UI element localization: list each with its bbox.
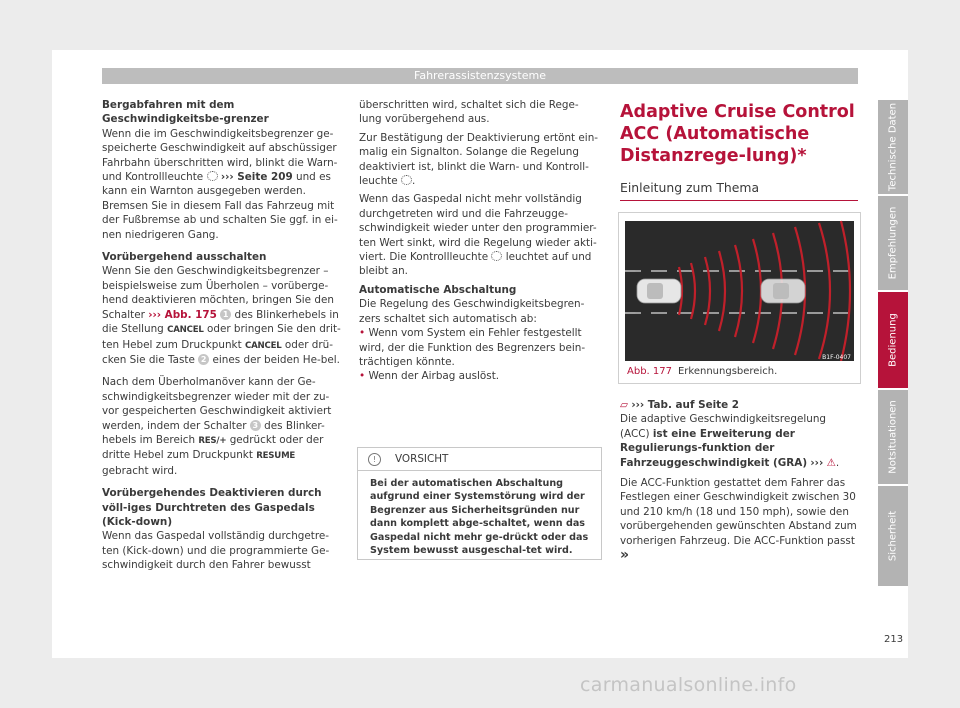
section-header: Fahrerassistenzsysteme <box>102 68 858 84</box>
text: Die ACC-Funktion gestattet dem Fahrer das Festlegen einer Geschwindigkeit zwischen 30 und 210 km/h (18 und 150 mph), sowie den vorübergehenden gewünschten Abstand zum vorherigen Fahrzeug. Die ACC-Funktion passt <box>620 477 857 547</box>
text: Wenn die im Geschwindigkeitsbegrenzer ge-speicherte Geschwindigkeit auf abschüssiger Fahrbahn überschritten wird, blinkt die Warn-und Kontrollleuchte <box>102 127 338 184</box>
page-number: 213 <box>884 634 904 645</box>
text: gebracht wird. <box>102 464 178 477</box>
tab-label: Technische Daten <box>887 102 899 192</box>
text: oder drü-cken Sie die Taste <box>102 338 334 366</box>
tab-reference <box>620 398 858 412</box>
callout-1-icon: 1 <box>220 309 231 320</box>
text: Wenn das Gaspedal nicht mehr vollständig durchgetreten wird und die Fahrzeugge-schwindigkeit wieder unter den programmier-ten Wert sinkt, wird die Regelung wieder akti-viert. Die Kontrollleuchte <box>359 193 597 264</box>
column-2 <box>359 98 601 384</box>
tab-empfehlungen[interactable] <box>878 196 908 290</box>
text: Zur Bestätigung der Deaktivierung ertönt ein-malig ein Signalton. Solange die Regelung deaktiviert ist, blinkt die Warn- und Kontroll-leuchte <box>359 131 599 188</box>
warning-link[interactable]: ››› <box>810 456 824 469</box>
list-item <box>359 369 601 383</box>
para-acc-intro: Die adaptive Geschwindigkeitsregelung (ACC) ist eine Erweiterung der Regulierungs-funktion der Fahrzeuggeschwindigkeit (GRA) ››› ⚠. <box>620 413 840 469</box>
tab-bedienung[interactable] <box>878 292 908 388</box>
tab-technische-daten[interactable] <box>878 100 908 194</box>
callout-3-icon: 3 <box>250 420 261 431</box>
para-gaspedal <box>359 192 601 278</box>
warning-triangle-icon: ⚠ <box>826 456 836 469</box>
tab-link[interactable]: ››› Tab. auf Seite 2 <box>631 399 740 411</box>
tab-notsituationen[interactable] <box>878 390 908 484</box>
key-resume: RESUME <box>256 451 296 462</box>
page-link[interactable]: ››› Seite 209 <box>220 171 293 184</box>
para-automatische-abschaltung: Die Regelung des Geschwindigkeitsbegren-zers schaltet sich automatisch ab: <box>359 298 585 325</box>
para-signalton: Zur Bestätigung der Deaktivierung ertönt ein-malig ein Signalton. Solange die Regelung deaktiviert ist, blinkt die Warn- und Kontroll-leuchte . <box>359 131 599 188</box>
tab-label: Bedienung <box>887 313 899 367</box>
tab-sicherheit[interactable] <box>878 486 908 586</box>
bullet-icon: • <box>359 327 366 340</box>
section-subtitle: Einleitung zum Thema <box>620 180 760 195</box>
heading-kickdown: Vorübergehendes Deaktivieren durch völl-iges Durchtreten des Gaspedals (Kick-down) <box>102 487 322 528</box>
front-car-icon <box>761 279 805 303</box>
text: des Blinker-hebels im Bereich <box>102 419 325 446</box>
text: eines der beiden He-bel. <box>212 353 340 366</box>
tab-label: Notsituationen <box>887 400 899 474</box>
warning-lamp-icon <box>207 171 218 181</box>
para-deaktiviert: überschritten wird, schaltet sich die Rege-lung vorübergehend aus. <box>359 99 579 126</box>
caution-title: VORSICHT <box>395 453 449 465</box>
caution-box <box>357 447 602 560</box>
figure-code: B1F-0407 <box>822 354 851 361</box>
section-title: Adaptive Cruise Control ACC (Automatische Distanzrege-lung)* <box>620 102 855 166</box>
text: Nach dem Überholmanöver kann der Ge-schwindigkeitsbegrenzer wieder mit der zu-vor gespeicherten Geschwindigkeit aktiviert werden, indem der Schalter <box>102 376 332 432</box>
para-voruebergehend <box>102 264 342 367</box>
heading-bergabfahren: Bergabfahren mit dem Geschwindigkeitsbe-grenzer <box>102 99 269 126</box>
para-bergabfahren <box>102 127 342 242</box>
book-icon: ▱ <box>620 399 628 411</box>
para-acc-function <box>620 476 858 563</box>
tab-label: Sicherheit <box>887 510 899 562</box>
para-kickdown: Wenn das Gaspedal vollständig durchgetre-ten (Kick-down) und die programmierte Ge-schwindigkeit durch den Fahrer bewusst <box>102 530 330 572</box>
callout-2-icon: 2 <box>198 354 209 365</box>
radar-illustration <box>619 213 860 383</box>
caution-header <box>358 448 601 471</box>
key-cancel: CANCEL <box>244 340 282 351</box>
caption-label: Abb. 177 <box>627 366 672 377</box>
text: des Blinkerhebels in die Stellung <box>102 308 339 336</box>
own-car-icon <box>637 279 681 303</box>
caption-text: Erkennungsbereich. <box>677 366 778 377</box>
text: Wenn der Airbag auslöst. <box>368 370 500 383</box>
figure-link[interactable]: ››› Abb. 175 <box>148 308 217 321</box>
text: ist eine Erweiterung der Regulierungs-funktion der Fahrzeuggeschwindigkeit (GRA) <box>620 427 808 469</box>
bullet-icon: • <box>359 370 366 383</box>
text: Wenn Sie den Geschwindigkeitsbegrenzer – beispielsweise zum Überholen – vorüberge-hend deaktivieren möchten, bringen Sie den Schalter <box>102 265 334 321</box>
figure-caption <box>627 366 777 377</box>
column-3 <box>620 398 858 563</box>
figure-177 <box>618 212 861 384</box>
caution-icon: ! <box>368 453 381 466</box>
key-cancel: CANCEL <box>167 325 204 336</box>
watermark: carmanualsonline.info <box>580 674 797 696</box>
text: Wenn vom System ein Fehler festgestellt wird, der die Funktion des Begrenzers bein-trächtigen könnte. <box>359 327 586 368</box>
text: oder bringen Sie den drit-ten Hebel zum Druckpunkt <box>102 323 341 351</box>
warning-lamp-icon <box>491 251 502 261</box>
divider <box>620 200 858 201</box>
heading-automatische-abschaltung: Automatische Abschaltung <box>359 283 517 296</box>
text: gedrückt oder der dritte Hebel zum Druckpunkt <box>102 433 324 462</box>
text: Die adaptive Geschwindigkeitsregelung (ACC) <box>620 413 827 440</box>
continue-icon: » <box>620 547 630 564</box>
column-1 <box>102 98 342 573</box>
list-item <box>359 326 601 369</box>
para-nach-ueberholen <box>102 375 342 478</box>
heading-voruebergehend: Vorübergehend ausschalten <box>102 251 267 264</box>
text: leuchtet auf und bleibt an. <box>359 251 592 278</box>
warning-lamp-icon <box>401 175 412 185</box>
caution-text: Bei der automatischen Abschaltung aufgrund einer Systemstörung wird der Begrenzer aus Sicherheitsgründen nur dann komplett abge-schaltet, wenn das Gaspedal nicht mehr ge-drückt oder das System bewusst ausgeschal-tet wird. <box>370 478 589 557</box>
tab-label: Empfehlungen <box>887 206 899 280</box>
key-res: RES/+ <box>198 435 227 446</box>
text: und es kann ein Warnton ausgegeben werden. Bremsen Sie in diesem Fall das Fahrzeug mit der Fußbremse ab und schalten Sie ggf. in ei-nen niedrigeren Gang. <box>102 171 338 241</box>
